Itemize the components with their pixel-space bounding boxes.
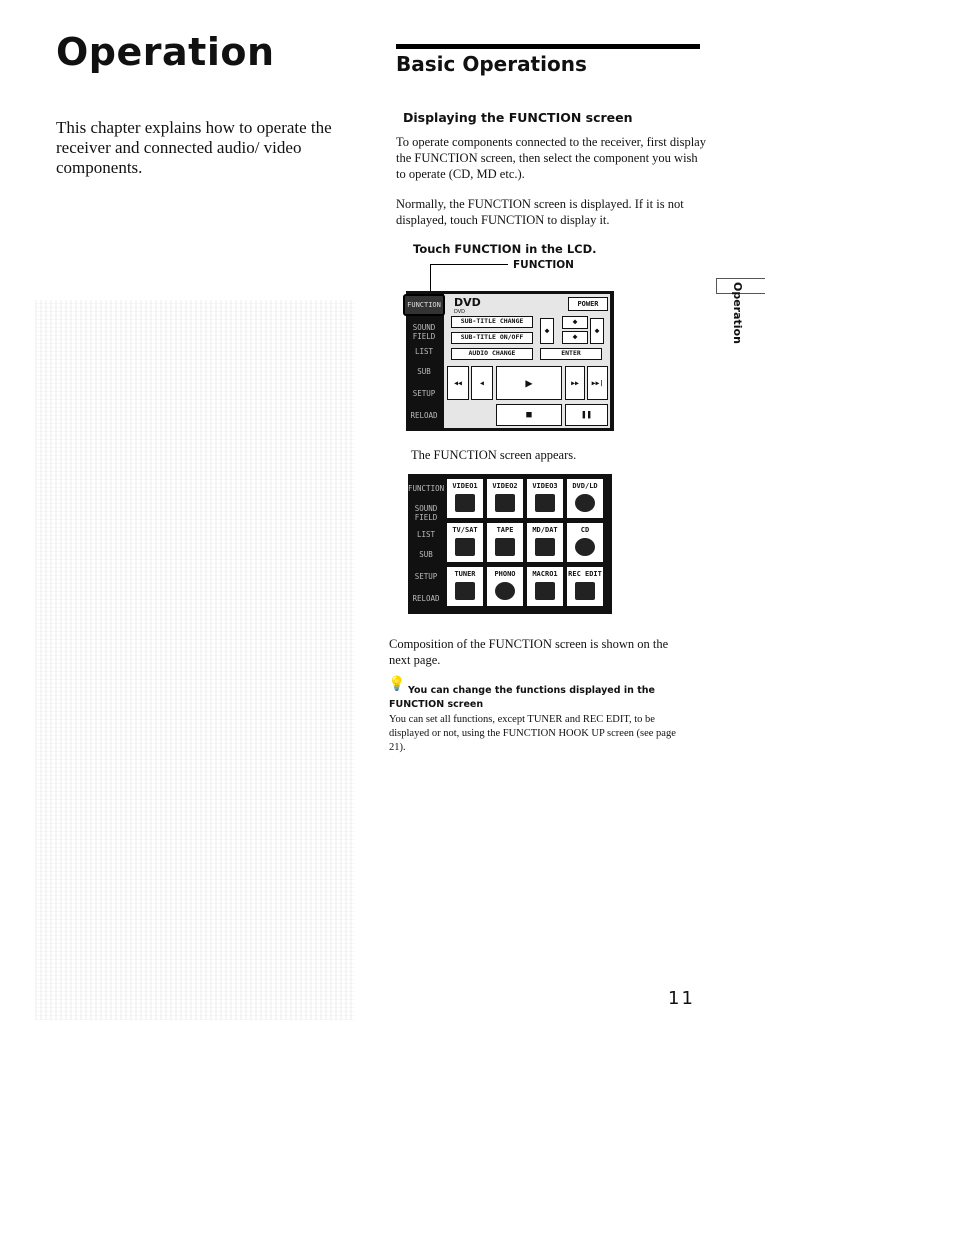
function-tab[interactable]: FUNCTION bbox=[403, 294, 445, 316]
chapter-intro: This chapter explains how to operate the receiver and connected audio/ video components. bbox=[56, 118, 332, 177]
chapter-title: Operation bbox=[56, 30, 275, 74]
tile-video3[interactable] bbox=[526, 478, 564, 519]
paragraph-3: Composition of the FUNCTION screen is shown on the next page. bbox=[389, 637, 669, 667]
cursor-up-button[interactable]: ◆ bbox=[562, 316, 588, 329]
stop-button[interactable]: ■ bbox=[496, 404, 562, 426]
cursor-right-button[interactable]: ◆ bbox=[590, 318, 604, 344]
subtitle-onoff-button[interactable]: SUB-TITLE ON/OFF bbox=[451, 332, 533, 344]
tile-tvsat-label: TV/SAT bbox=[452, 526, 478, 534]
audio-change-button[interactable]: AUDIO CHANGE bbox=[451, 348, 533, 360]
lcd1-side-list[interactable]: LIST bbox=[414, 347, 434, 356]
cassette-icon bbox=[495, 494, 515, 512]
lcd2-side-setup[interactable]: SETUP bbox=[414, 572, 438, 581]
tile-phono[interactable] bbox=[486, 566, 524, 607]
disc-icon bbox=[575, 538, 595, 556]
lcd1-subtitle: DVD bbox=[454, 309, 466, 315]
tile-video2-label: VIDEO2 bbox=[492, 482, 518, 490]
lcd1-panel bbox=[444, 294, 610, 428]
tile-dvdld[interactable] bbox=[566, 478, 604, 519]
cassette-icon bbox=[455, 494, 475, 512]
tile-macro1[interactable] bbox=[526, 566, 564, 607]
rewind-button[interactable]: ◀ bbox=[471, 366, 493, 400]
rec-edit-icon bbox=[575, 582, 595, 600]
tile-tuner[interactable] bbox=[446, 566, 484, 607]
section-rule bbox=[396, 44, 700, 49]
tip-heading: You can change the functions displayed in the FUNCTION screen bbox=[389, 685, 655, 710]
lcd1-side-sound[interactable]: SOUND FIELD bbox=[412, 323, 436, 341]
page-number: 11 bbox=[668, 988, 695, 1009]
tip-body: You can set all functions, except TUNER and REC EDIT, to be displayed or not, using the FUNCTION HOOK UP screen (see page 21). bbox=[389, 714, 676, 753]
tile-video3-label: VIDEO3 bbox=[532, 482, 558, 490]
callout-label: FUNCTION bbox=[513, 259, 574, 271]
step-instruction: Touch FUNCTION in the LCD. bbox=[413, 242, 597, 256]
lightbulb-icon: 💡 bbox=[388, 676, 406, 692]
pause-button[interactable]: ❚❚ bbox=[565, 404, 608, 426]
lcd1-side-reload[interactable]: RELOAD bbox=[410, 411, 438, 420]
lcd-function-screen bbox=[408, 474, 612, 614]
callout-line bbox=[430, 264, 508, 265]
tile-mddat[interactable] bbox=[526, 522, 564, 563]
lcd2-side-sub[interactable]: SUB bbox=[419, 550, 433, 559]
caption-function-screen: The FUNCTION screen appears. bbox=[411, 448, 577, 462]
tile-video2[interactable] bbox=[486, 478, 524, 519]
lcd2-side-sound[interactable]: SOUND FIELD bbox=[414, 504, 438, 522]
power-button[interactable]: POWER bbox=[568, 297, 608, 311]
tile-tuner-label: TUNER bbox=[454, 570, 476, 578]
tile-video1-label: VIDEO1 bbox=[452, 482, 478, 490]
tile-tape-label: TAPE bbox=[496, 526, 514, 534]
prev-button[interactable]: ◀◀ bbox=[447, 366, 469, 400]
tile-video1[interactable] bbox=[446, 478, 484, 519]
lcd2-side-reload[interactable]: RELOAD bbox=[412, 594, 440, 603]
section-title: Basic Operations bbox=[396, 52, 587, 76]
tile-recedit[interactable] bbox=[566, 566, 604, 607]
paragraph-1: To operate components connected to the receiver, first display the FUNCTION screen, then select the component you wish to operate (CD, MD etc.). bbox=[396, 135, 706, 181]
cursor-left-button[interactable]: ◆ bbox=[540, 318, 554, 344]
enter-button[interactable]: ENTER bbox=[540, 348, 602, 360]
paragraph-2: Normally, the FUNCTION screen is displayed. If it is not displayed, touch FUNCTION to display it. bbox=[396, 197, 684, 227]
radio-icon bbox=[455, 582, 475, 600]
lcd1-side-setup[interactable]: SETUP bbox=[412, 389, 436, 398]
macro-icon bbox=[535, 582, 555, 600]
cursor-down-button[interactable]: ◆ bbox=[562, 331, 588, 344]
tile-cd[interactable] bbox=[566, 522, 604, 563]
cassette-icon bbox=[495, 538, 515, 556]
lcd2-side-list[interactable]: LIST bbox=[416, 530, 436, 539]
lcd1-side-sub[interactable]: SUB bbox=[417, 367, 431, 376]
forward-button[interactable]: ▶▶ bbox=[565, 366, 585, 400]
tile-tape[interactable] bbox=[486, 522, 524, 563]
next-button[interactable]: ▶▶| bbox=[587, 366, 608, 400]
record-icon bbox=[495, 582, 515, 600]
tv-icon bbox=[455, 538, 475, 556]
tile-cd-label: CD bbox=[580, 526, 590, 534]
disc-icon bbox=[575, 494, 595, 512]
tile-mddat-label: MD/DAT bbox=[532, 526, 558, 534]
tile-dvdld-label: DVD/LD bbox=[572, 482, 598, 490]
tile-tvsat[interactable] bbox=[446, 522, 484, 563]
side-tab-label: Operation bbox=[731, 282, 744, 344]
lcd1-title: DVD bbox=[454, 296, 481, 309]
subheading: Displaying the FUNCTION screen bbox=[403, 110, 633, 125]
lcd2-side-function[interactable]: FUNCTION bbox=[408, 484, 445, 493]
subtitle-change-button[interactable]: SUB-TITLE CHANGE bbox=[451, 316, 533, 328]
play-button[interactable]: ▶ bbox=[496, 366, 562, 400]
minidisc-icon bbox=[535, 538, 555, 556]
tile-recedit-label: REC EDIT bbox=[568, 570, 602, 578]
tile-macro1-label: MACRO1 bbox=[532, 570, 558, 578]
scan-noise bbox=[35, 300, 355, 1020]
tile-phono-label: PHONO bbox=[494, 570, 516, 578]
cassette-icon bbox=[535, 494, 555, 512]
